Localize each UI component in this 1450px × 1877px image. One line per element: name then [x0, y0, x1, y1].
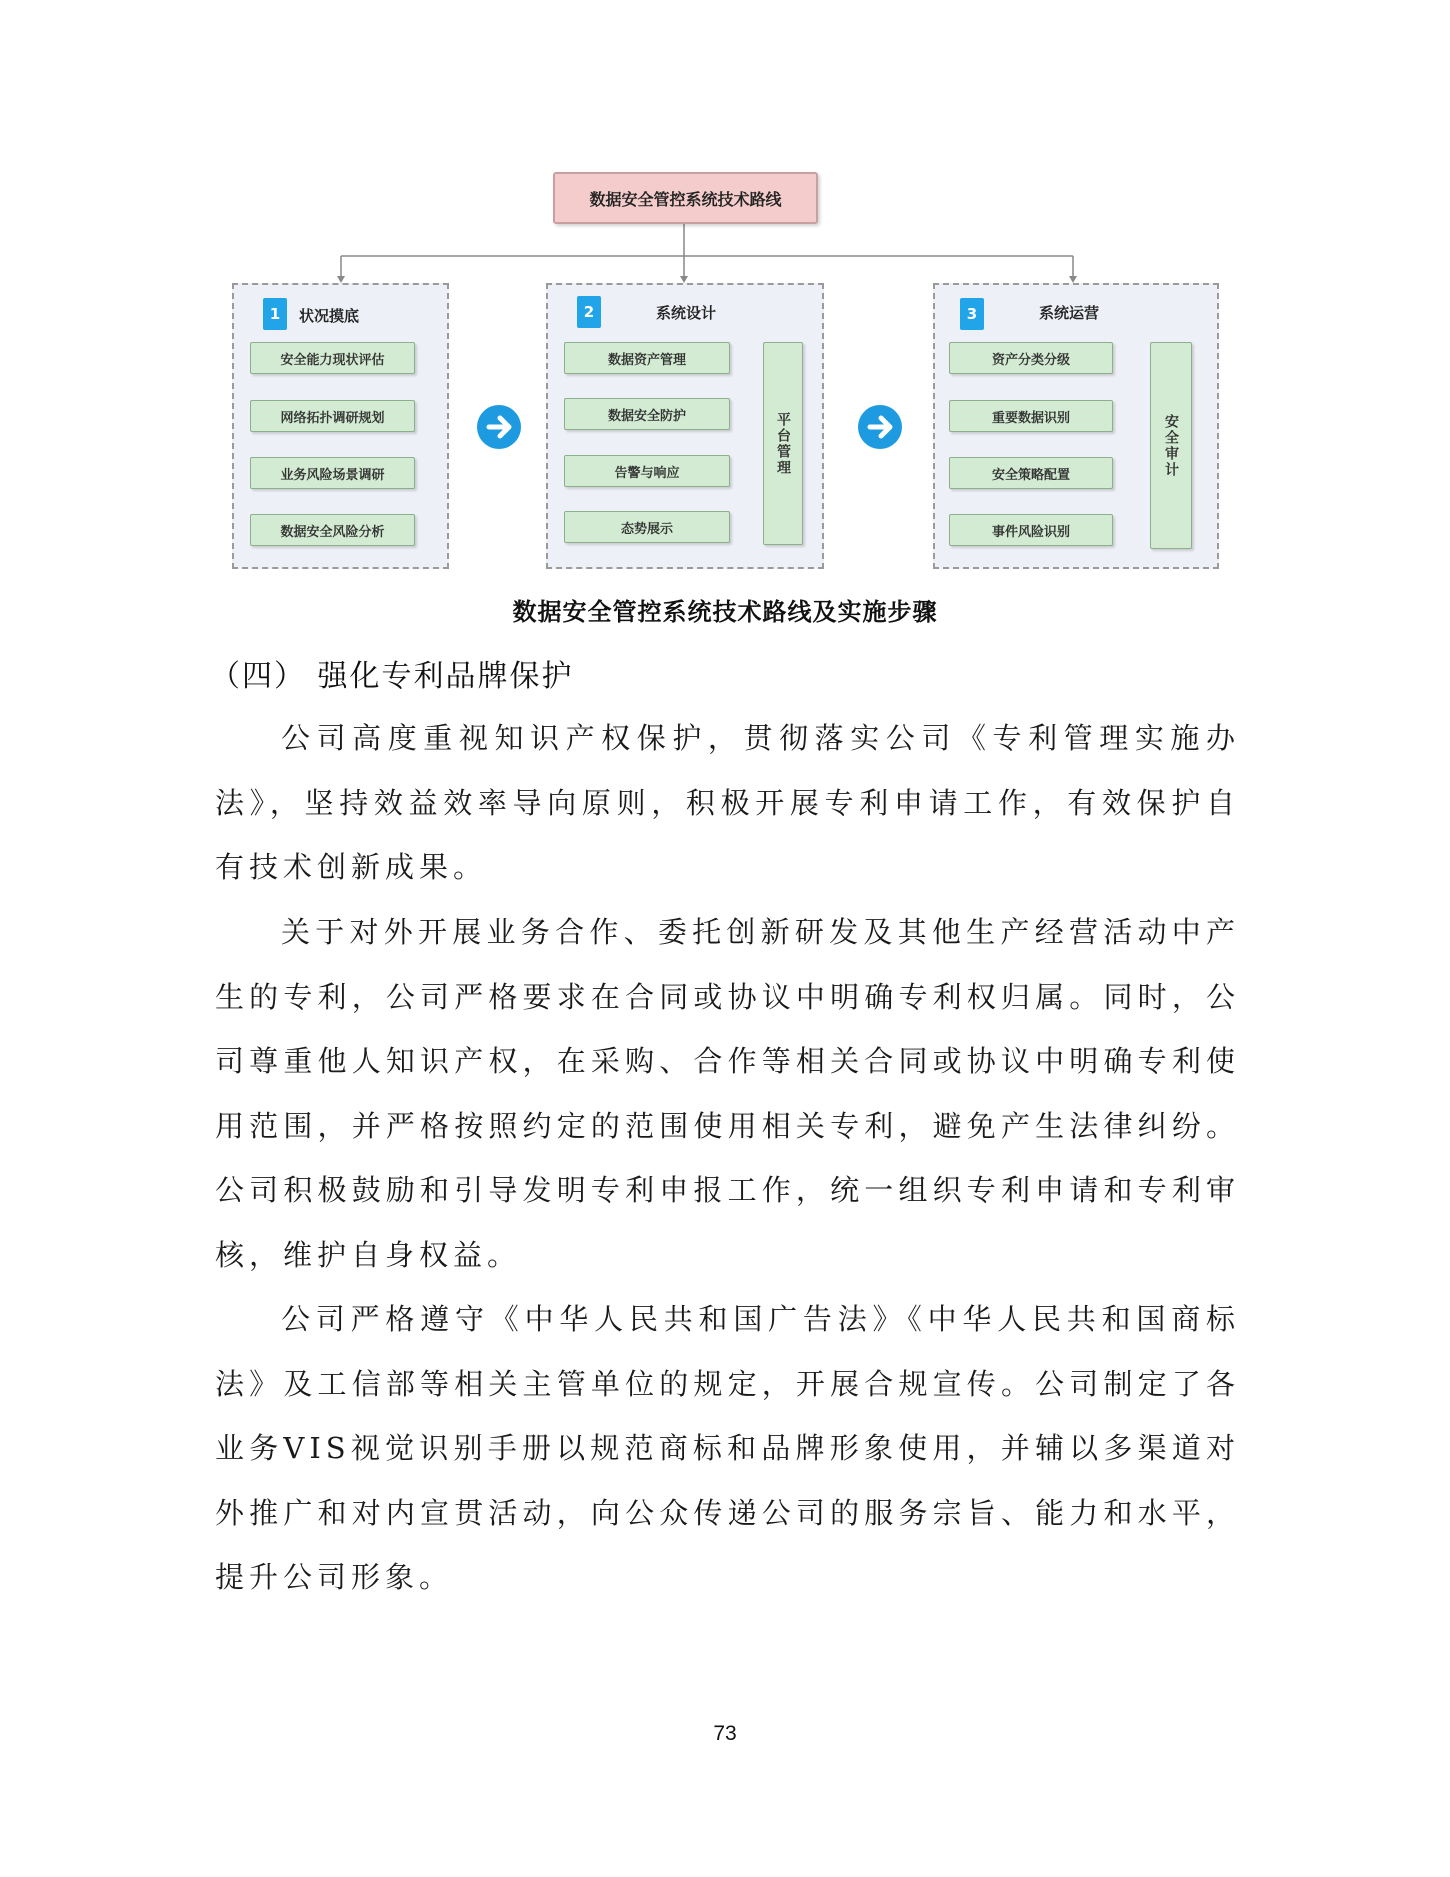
security-audit-box: 安全审计	[1150, 342, 1192, 549]
step-box: 业务风险场景调研	[250, 457, 415, 489]
step-box: 数据资产管理	[564, 342, 730, 374]
arrow-right-icon	[477, 405, 521, 449]
section-heading: （四） 强化专利品牌保护	[210, 659, 574, 694]
step-badge-1: 1	[263, 298, 287, 330]
panel-title: 系统运营	[1039, 304, 1100, 322]
paragraph: 公司严格遵守《中华人民共和国广告法》《中华人民共和国商标法》及工信部等相关主管单位的规定，开展合规宣传。公司制定了各业务VIS视觉识别手册以规范商标和品牌形象使用，并辅以多渠道对外推广和对内宣贯活动，向公众传递公司的服务宗旨、能力和水平，提升公司形象。	[215, 1302, 1240, 1595]
step-badge-2: 2	[577, 296, 601, 328]
page-number: 73	[713, 1722, 737, 1745]
step-box: 数据安全风险分析	[250, 514, 415, 546]
step-box: 网络拓扑调研规划	[250, 400, 415, 432]
step-box: 重要数据识别	[949, 400, 1113, 432]
arrow-right-icon	[858, 405, 902, 449]
panel-title: 系统设计	[656, 304, 717, 322]
step-box: 数据安全防护	[564, 398, 730, 430]
step-badge-3: 3	[960, 298, 984, 330]
step-box: 安全策略配置	[949, 457, 1113, 489]
figure-caption: 数据安全管控系统技术路线及实施步骤	[512, 598, 938, 626]
panel-title: 状况摸底	[299, 307, 360, 325]
step-box: 安全能力现状评估	[250, 342, 415, 374]
technology-roadmap-diagram	[0, 0, 1450, 600]
step-box: 资产分类分级	[949, 342, 1113, 374]
step-box: 事件风险识别	[949, 514, 1113, 546]
roadmap-root-box: 数据安全管控系统技术路线	[553, 172, 818, 224]
paragraph: 公司高度重视知识产权保护，贯彻落实公司《专利管理实施办法》，坚持效益效率导向原则，积极开展专利申请工作，有效保护自有技术创新成果。	[215, 721, 1240, 885]
step-box: 告警与响应	[564, 455, 730, 487]
paragraph: 关于对外开展业务合作、委托创新研发及其他生产经营活动中产生的专利，公司严格要求在合同或协议中明确专利权归属。同时，公司尊重他人知识产权，在采购、合作等相关合同或协议中明确专利使用范围，并严格按照约定的范围使用相关专利，避免产生法律纠纷。公司积极鼓励和引导发明专利申报工作，统一组织专利申请和专利审核，维护自身权益。	[215, 915, 1240, 1272]
platform-management-box: 平台管理	[763, 342, 803, 545]
step-box: 态势展示	[564, 511, 730, 543]
